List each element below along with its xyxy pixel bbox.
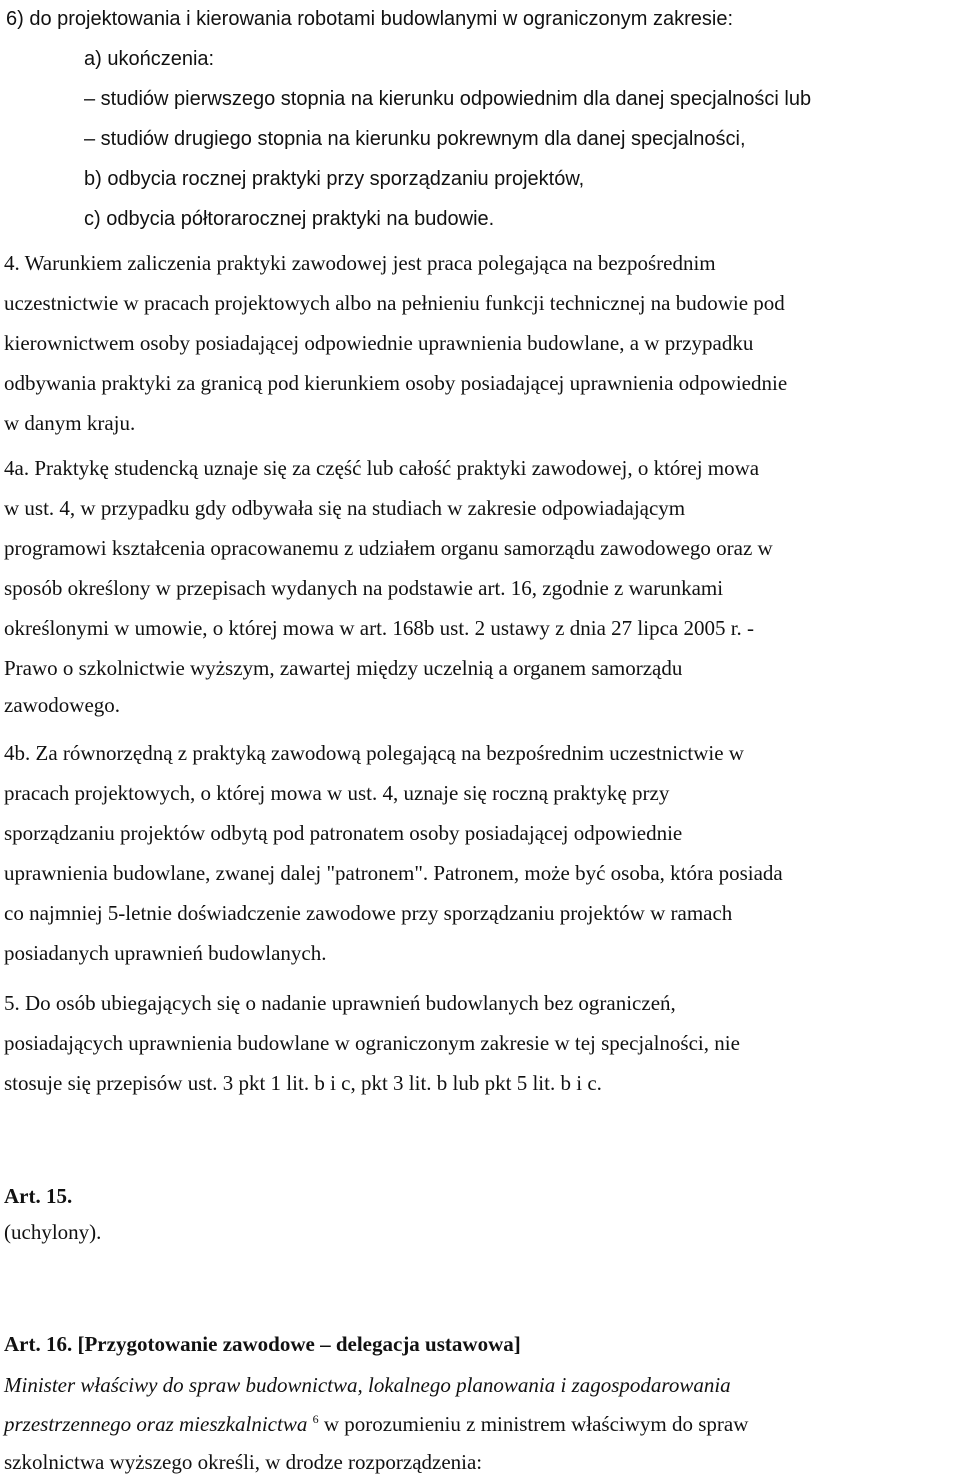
paragraph-line: stosuje się przepisów ust. 3 pkt 1 lit. b i c, pkt 3 lit. b lub pkt 5 lit. b i c. [4, 1071, 602, 1095]
article-16-heading-line [4, 1331, 521, 1357]
item-6-c: c) odbycia półtorarocznej praktyki na budowie. [84, 208, 495, 230]
paragraph-line: programowi kształcenia opracowanemu z udziałem organu samorządu zawodowego oraz w [4, 536, 773, 560]
paragraph-line: 4a. Praktykę studencką uznaje się za część lub całość praktyki zawodowej, o której mowa [4, 456, 760, 480]
paragraph-line: uczestnictwie w pracach projektowych albo na pełnieniu funkcji technicznej na budowie pod [4, 291, 785, 315]
item-6-dash-2: – studiów drugiego stopnia na kierunku pokrewnym dla danej specjalności, [84, 128, 746, 150]
paragraph-line: 4b. Za równorzędną z praktyką zawodową polegającą na bezpośrednim uczestnictwie w [4, 741, 744, 765]
item-6-a: a) ukończenia: [84, 48, 215, 70]
paragraph-line: co najmniej 5-letnie doświadczenie zawodowe przy sporządzaniu projektów w ramach [4, 901, 733, 925]
article-16-line-2-rest: w porozumieniu z ministrem właściwym do spraw [323, 1412, 749, 1436]
paragraph-line: 5. Do osób ubiegających się o nadanie uprawnień budowlanych bez ograniczeń, [4, 991, 676, 1015]
article-16-line-3: szkolnictwa wyższego określi, w drodze rozporządzenia: [4, 1450, 483, 1474]
footnote-reference[interactable]: 6 [312, 1412, 319, 1426]
article-16-heading: [Przygotowanie zawodowe – delegacja ustawowa] [77, 1332, 521, 1356]
paragraph-line: kierownictwem osoby posiadającej odpowiednie uprawnienia budowlane, a w przypadku [4, 331, 754, 355]
item-6-heading: 6) do projektowania i kierowania robotami budowlanymi w ograniczonym zakresie: [6, 8, 734, 30]
article-16-line-2 [4, 1411, 748, 1437]
article-16-label: Art. 16. [4, 1332, 73, 1356]
paragraph-line: posiadanych uprawnień budowlanych. [4, 941, 327, 965]
paragraph-line: odbywania praktyki za granicą pod kierunkiem osoby posiadającej uprawnienia odpowiednie [4, 371, 788, 395]
article-16-line-1: Minister właściwy do spraw budownictwa, lokalnego planowania i zagospodarowania [4, 1373, 731, 1397]
article-15-text: (uchylony). [4, 1220, 102, 1244]
paragraph-line: sporządzaniu projektów odbytą pod patronatem osoby posiadającej odpowiednie [4, 821, 683, 845]
paragraph-line: pracach projektowych, o której mowa w ust. 4, uznaje się roczną praktykę przy [4, 781, 670, 805]
paragraph-line: uprawnienia budowlane, zwanej dalej "patronem". Patronem, może być osoba, która posiada [4, 861, 783, 885]
paragraph-line: sposób określony w przepisach wydanych na podstawie art. 16, zgodnie z warunkami [4, 576, 724, 600]
item-6-dash-1: – studiów pierwszego stopnia na kierunku odpowiednim dla danej specjalności lub [84, 88, 812, 110]
paragraph-line: 4. Warunkiem zaliczenia praktyki zawodowej jest praca polegająca na bezpośrednim [4, 251, 716, 275]
paragraph-line: w danym kraju. [4, 411, 136, 435]
paragraph-line: określonymi w umowie, o której mowa w art. 168b ust. 2 ustawy z dnia 27 lipca 2005 r. - [4, 616, 755, 640]
paragraph-line: Prawo o szkolnictwie wyższym, zawartej między uczelnią a organem samorządu [4, 656, 683, 680]
paragraph-line: zawodowego. [4, 693, 121, 717]
paragraph-line: w ust. 4, w przypadku gdy odbywała się na studiach w zakresie odpowiadającym [4, 496, 686, 520]
article-16-line-2-italic: przestrzennego oraz mieszkalnictwa [4, 1412, 308, 1436]
item-6-b: b) odbycia rocznej praktyki przy sporządzaniu projektów, [84, 168, 585, 190]
article-15-title: Art. 15. [4, 1184, 73, 1208]
paragraph-line: posiadających uprawnienia budowlane w ograniczonym zakresie w tej specjalności, nie [4, 1031, 740, 1055]
